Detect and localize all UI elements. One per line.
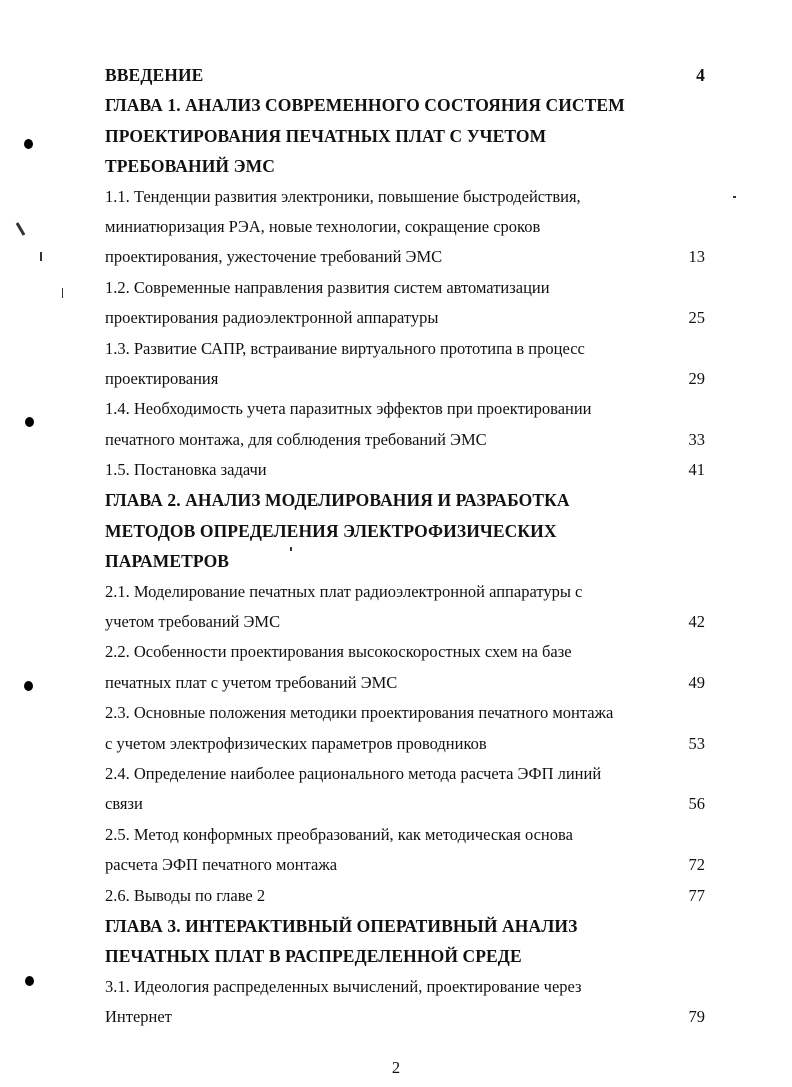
- toc-entry-line: [105, 182, 705, 212]
- binder-hole-mark: [25, 976, 34, 986]
- toc-entry-line: [105, 303, 705, 333]
- toc-entry-line: [105, 729, 705, 759]
- toc-entry-line: [105, 850, 705, 880]
- toc-entry-text: 1.1. Тенденции развития электроники, повышение быстродействия,: [105, 186, 581, 206]
- toc-heading-line: [105, 941, 705, 971]
- toc-entry-line: [105, 637, 705, 667]
- toc-page-number: 42: [688, 612, 705, 632]
- toc-entry-text: связи: [105, 794, 143, 814]
- toc-entry-text: 1.2. Современные направления развития систем автоматизации: [105, 277, 550, 297]
- toc-entry-text: 3.1. Идеология распределенных вычислений, проектирование через: [105, 976, 582, 996]
- toc-entry-line: [105, 364, 705, 394]
- toc-entry-line: [105, 1002, 705, 1032]
- toc-entry-text: ВВЕДЕНИЕ: [105, 65, 204, 85]
- toc-entry-text: ПРОЕКТИРОВАНИЯ ПЕЧАТНЫХ ПЛАТ С УЧЕТОМ: [105, 125, 547, 146]
- scan-speck: [733, 196, 736, 198]
- scan-speck: [62, 288, 63, 298]
- toc-heading-line: [105, 151, 705, 181]
- toc-entry-line: [105, 668, 705, 698]
- toc-entry-text: ГЛАВА 3. ИНТЕРАКТИВНЫЙ ОПЕРАТИВНЫЙ АНАЛИЗ: [105, 915, 578, 936]
- toc-page-number: 41: [688, 460, 705, 480]
- toc-entry-line: [105, 789, 705, 819]
- toc-entry-text: 1.4. Необходимость учета паразитных эффектов при проектировании: [105, 399, 592, 419]
- toc-heading-line: [105, 516, 705, 546]
- toc-entry-line: [105, 273, 705, 303]
- toc-entry-line: [105, 425, 705, 455]
- toc-page-number: 49: [688, 672, 705, 692]
- toc-entry-line: [105, 759, 705, 789]
- toc-entry-line: [105, 577, 705, 607]
- toc-entry-text: Интернет: [105, 1007, 172, 1027]
- toc-entry-text: МЕТОДОВ ОПРЕДЕЛЕНИЯ ЭЛЕКТРОФИЗИЧЕСКИХ: [105, 520, 557, 541]
- toc-page-number: 29: [688, 368, 705, 388]
- toc-entry-line: [105, 607, 705, 637]
- toc-page-number: 72: [688, 855, 705, 875]
- toc-entry-text: 2.6. Выводы по главе 2: [105, 885, 266, 905]
- toc-heading-line: [105, 546, 705, 576]
- toc-entry-line: [105, 334, 705, 364]
- scan-speck: [16, 222, 26, 236]
- toc-entry-text: ПЕЧАТНЫХ ПЛАТ В РАСПРЕДЕЛЕННОЙ СРЕДЕ: [105, 946, 522, 967]
- toc-entry-line: [105, 242, 705, 272]
- toc-entry-text: ГЛАВА 2. АНАЛИЗ МОДЕЛИРОВАНИЯ И РАЗРАБОТКА: [105, 490, 570, 511]
- toc-entry-text: печатного монтажа, для соблюдения требований ЭМС: [105, 429, 487, 449]
- binder-hole-mark: [25, 417, 34, 427]
- toc-entry-line: [105, 698, 705, 728]
- page-number: 2: [391, 1058, 401, 1077]
- toc-page-number: 53: [688, 733, 705, 753]
- toc-page-number: 77: [688, 885, 705, 905]
- toc-entry-text: проектирования радиоэлектронной аппаратуры: [105, 308, 439, 328]
- toc-entry-text: ГЛАВА 1. АНАЛИЗ СОВРЕМЕННОГО СОСТОЯНИЯ СИСТЕМ: [105, 95, 625, 116]
- toc-entry-text: проектирования, ужесточение требований ЭМС: [105, 247, 443, 267]
- toc-heading-line: [105, 90, 705, 120]
- toc-page-number: 25: [688, 308, 705, 328]
- toc-entry-text: с учетом электрофизических параметров проводников: [105, 733, 487, 753]
- toc-entry-text: расчета ЭФП печатного монтажа: [105, 855, 338, 875]
- toc-entry-text: 1.5. Постановка задачи: [105, 460, 267, 480]
- toc-entry-line: [105, 212, 705, 242]
- toc-entry-line: [105, 881, 705, 911]
- binder-hole-mark: [24, 681, 33, 691]
- toc-entry-text: 1.3. Развитие САПР, встраивание виртуального прототипа в процесс: [105, 338, 585, 358]
- toc-page-number: 4: [696, 65, 705, 85]
- table-of-contents: [105, 60, 705, 1033]
- toc-page-number: 79: [688, 1007, 705, 1027]
- toc-entry-line: [105, 820, 705, 850]
- toc-page-number: 56: [688, 794, 705, 814]
- toc-entry-text: ТРЕБОВАНИЙ ЭМС: [105, 156, 275, 177]
- toc-page-number: 13: [688, 247, 705, 267]
- toc-entry-text: печатных плат с учетом требований ЭМС: [105, 672, 398, 692]
- toc-entry-line: [105, 455, 705, 485]
- binder-hole-mark: [24, 139, 33, 149]
- toc-entry-text: ПАРАМЕТРОВ: [105, 551, 230, 572]
- toc-entry-text: 2.1. Моделирование печатных плат радиоэлектронной аппаратуры с: [105, 581, 583, 601]
- toc-entry-text: учетом требований ЭМС: [105, 612, 281, 632]
- toc-entry-text: 2.2. Особенности проектирования высокоскоростных схем на базе: [105, 642, 572, 662]
- toc-heading-line: [105, 121, 705, 151]
- toc-entry-line: [105, 394, 705, 424]
- toc-entry-text: проектирования: [105, 368, 219, 388]
- toc-entry-text: миниатюризация РЭА, новые технологии, сокращение сроков: [105, 216, 541, 236]
- toc-entry-text: 2.4. Определение наиболее рационального метода расчета ЭФП линий: [105, 763, 602, 783]
- toc-entry-text: 2.5. Метод конформных преобразований, как методическая основа: [105, 824, 573, 844]
- scan-speck: [40, 252, 42, 261]
- toc-entry-line: [105, 972, 705, 1002]
- toc-heading-line: [105, 911, 705, 941]
- toc-heading-line: [105, 485, 705, 515]
- toc-page-number: 33: [688, 429, 705, 449]
- toc-heading-line: [105, 60, 705, 90]
- toc-entry-text: 2.3. Основные положения методики проектирования печатного монтажа: [105, 703, 614, 723]
